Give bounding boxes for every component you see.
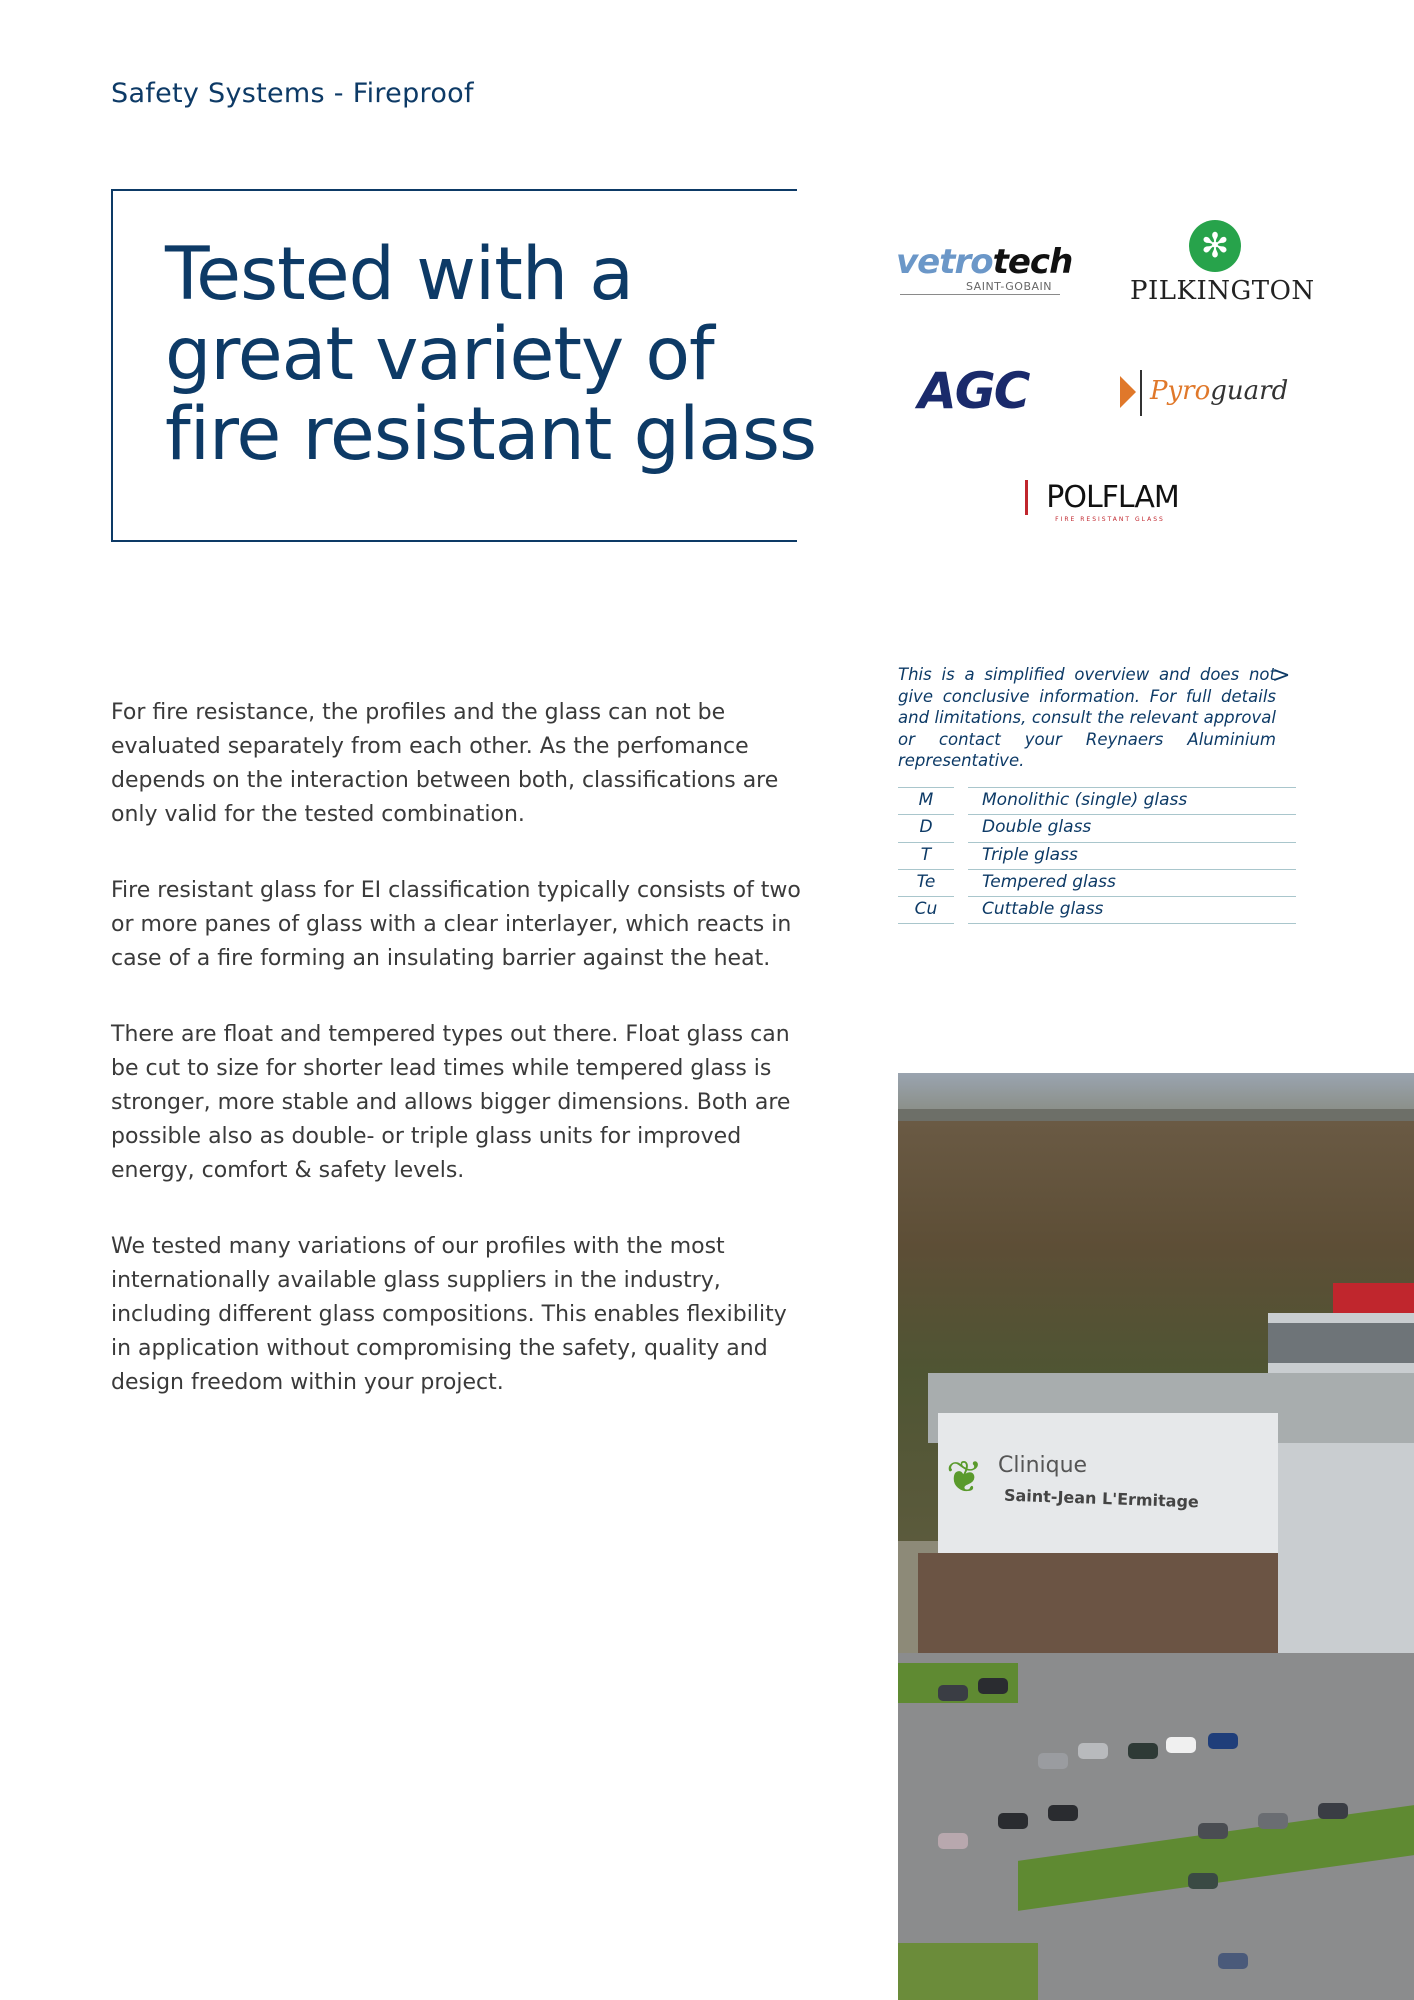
vetrotech-logo-sub: SAINT-GOBAIN (966, 280, 1052, 293)
photo-building-band (1268, 1323, 1414, 1363)
photo-car (938, 1833, 968, 1849)
photo-car (1166, 1737, 1196, 1753)
legend-abbr: M (918, 790, 934, 810)
legend-desc: Triple glass (982, 844, 1078, 865)
page-title-line-1: Tested with a (165, 232, 634, 317)
photo-car (978, 1678, 1008, 1694)
photo-red-canopy (1333, 1283, 1414, 1313)
polflam-logo-sub: FIRE RESISTANT GLASS (1055, 516, 1165, 523)
body-paragraph-3: There are float and tempered types out there. Float glass can be cut to size for shorter lead times while tempered glass is stronger, more stable and allows bigger dimensions. Both are possible also as double- or triple glass units for improved energy, comfort & safety levels. (111, 1022, 791, 1183)
leaf-icon: ❦ (946, 1452, 983, 1503)
photo-building-tower (1268, 1313, 1414, 1693)
pyroguard-flame-icon (1120, 376, 1136, 408)
glass-type-legend (898, 787, 1296, 924)
legend-abbr: Te (916, 871, 936, 892)
pilkington-emblem-icon (1189, 220, 1241, 272)
photo-car (1258, 1813, 1288, 1829)
legend-abbr: Cu (914, 899, 938, 920)
agc-logo: AGC (918, 362, 1029, 420)
legend-row (898, 842, 1296, 869)
polflam-logo (1025, 480, 1195, 530)
section-label: Safety Systems - Fireproof (111, 78, 474, 109)
photo-car (1318, 1803, 1348, 1819)
polflam-logo-text: POLFLAM (1025, 480, 1195, 515)
legend-row (898, 787, 1296, 814)
page-title-line-3: fire resistant glass (165, 392, 817, 477)
photo-car (1128, 1743, 1158, 1759)
vetrotech-logo-part1: vetro (896, 242, 993, 282)
photo-car (938, 1685, 968, 1701)
pyroguard-logo (1120, 366, 1320, 416)
body-paragraph-4: We tested many variations of our profiles with the most internationally available glass suppliers in the industry, including different glass compositions. This enables flexibility in application without compromising the safety, quality and design freedom within your project. (111, 1234, 787, 1395)
body-paragraph-1: For fire resistance, the profiles and the glass can not be evaluated separately from each other. As the perfomance depends on the interaction between both, classifications are only valid for the tested combination. (111, 700, 779, 827)
photo-car (1208, 1733, 1238, 1749)
photo-building-lower (918, 1553, 1278, 1663)
photo-building-facade (938, 1413, 1278, 1563)
page-title (165, 232, 817, 477)
legend-desc: Double glass (982, 817, 1092, 838)
pilkington-logo (1130, 220, 1315, 310)
legend-desc: Tempered glass (982, 871, 1116, 892)
legend-bottom-rule (898, 923, 1296, 924)
legend-desc: Cuttable glass (982, 899, 1104, 920)
disclaimer-text: This is a simplified overview and does not give conclusive information. For full details and limitations, consult the relevant approval or contact your Reynaers Aluminium representative. (898, 665, 1276, 770)
legend-abbr: T (920, 844, 932, 865)
photo-car (998, 1813, 1028, 1829)
building-photo (898, 1073, 1414, 2000)
legend-row (898, 896, 1296, 923)
photo-car (1048, 1805, 1078, 1821)
body-paragraph-2: Fire resistant glass for EI classification typically consists of two or more panes of glass with a clear interlayer, which reacts in case of a fire forming an insulating barrier against the heat. (111, 878, 801, 971)
photo-sign-line-2: Saint-Jean L'Ermitage (1003, 1485, 1200, 1512)
pyroguard-logo-part1: Pyro (1150, 376, 1211, 406)
photo-sky (898, 1073, 1414, 1113)
photo-car (1218, 1953, 1248, 1969)
photo-sign-line-1: Clinique (998, 1453, 1088, 1478)
photo-car (1038, 1753, 1068, 1769)
legend-desc: Monolithic (single) glass (982, 790, 1188, 810)
page-title-line-2: great variety of (165, 312, 714, 397)
supplier-logos (880, 210, 1320, 540)
legend-abbr: D (919, 817, 933, 838)
photo-greenery (898, 1943, 1038, 2000)
vetrotech-logo (896, 242, 1073, 298)
pilkington-logo-text: PILKINGTON (1130, 276, 1315, 306)
body-text (111, 696, 801, 1442)
photo-car (1078, 1743, 1108, 1759)
vetrotech-logo-rule (900, 294, 1060, 295)
pyroguard-logo-part2: guard (1210, 376, 1289, 406)
photo-car (1198, 1823, 1228, 1839)
vetrotech-logo-part2: tech (992, 242, 1073, 282)
pyroguard-divider (1140, 370, 1142, 416)
legend-row (898, 814, 1296, 841)
disclaimer-note (898, 663, 1291, 772)
legend-row (898, 869, 1296, 896)
headline-box (111, 189, 817, 542)
arrow-right-icon: > (1272, 663, 1291, 688)
photo-car (1188, 1873, 1218, 1889)
